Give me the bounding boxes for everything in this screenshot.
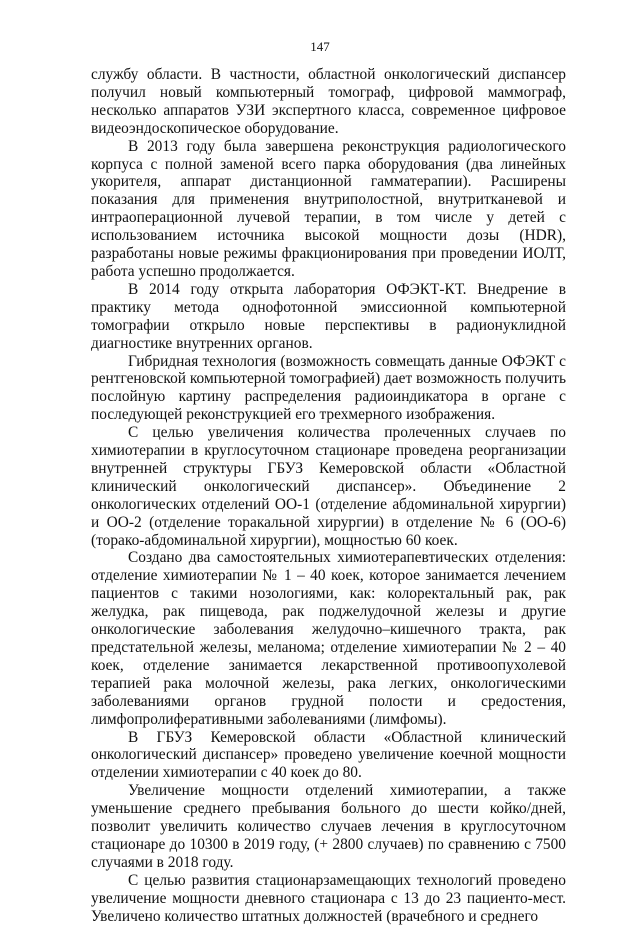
paragraph-3: В 2014 году открыта лаборатория ОФЭКТ-КТ. Внедрение в практику метода однофотонной эмиссионной компьютерной томографии открыло новые перспективы в радионуклидной диагностике внутренних органов. (91, 280, 566, 352)
paragraph-8: Увеличение мощности отделений химиотерапии, а также уменьшение среднего пребывания больного до шести койко/дней, позволит увеличить количество случаев лечения в круглосуточном стационаре до 10300 в 2019 году, (+ 2800 случаев) по сравнению с 7500 случаями в 2018 году. (91, 782, 566, 871)
paragraph-6: Создано два самостоятельных химиотерапевтических отделения: отделение химиотерапии № 1 – 40 коек, которое занимается лечением пациентов с такими нозологиями, как: колоректальный рак, рак желудка, рак пищевода, рак поджелудочной железы и другие онкологические заболевания желудочно–кишечного тракта, рак предстательной железы, меланома; отделение химиотерапии № 2 – 40 коек, отделение занимается лекарственной противоопухолевой терапией рака молочной железы, рака легких, онкологическими заболеваниями органов грудной полости и средостения, лимфопролиферативными заболеваниями (лимфомы). (91, 549, 566, 728)
body-text (91, 66, 566, 926)
paragraph-1: службу области. В частности, областной онкологический диспансер получил новый компьютерный томограф, цифровой маммограф, несколько аппаратов УЗИ экспертного класса, современное цифровое видеоэндоскопическое оборудование. (91, 66, 566, 137)
paragraph-9: С целью развития стационарзамещающих технологий проведено увеличение мощности дневного стационара с 13 до 23 пациенто-мест. Увеличено количество штатных должностей (врачебного и среднего (91, 871, 566, 925)
paragraph-7: В ГБУЗ Кемеровской области «Областной клинический онкологический диспансер» проведено увеличение коечной мощности отделении химиотерапии с 40 коек до 80. (91, 728, 566, 782)
paragraph-4: Гибридная технология (возможность совмещать данные ОФЭКТ с рентгеновской компьютерной томографией) дает возможность получить послойную картину распределения радиоиндикатора в органе с последующей реконструкцией его трехмерного изображения. (91, 352, 566, 424)
page-number: 147 (310, 39, 330, 54)
paragraph-2: В 2013 году была завершена реконструкция радиологического корпуса с полной заменой всего парка оборудования (два линейных укорителя, аппарат дистанционной гамматерапии). Расширены показания для применения внутриполостной, внутритканевой и интраоперационной лучевой терапии, в том числе у детей с использованием источника высокой мощности дозы (HDR), разработаны новые режимы фракционирования при проведении ИОЛТ, работа успешно продолжается. (91, 137, 566, 280)
paragraph-5: С целью увеличения количества пролеченных случаев по химиотерапии в круглосуточном стационаре проведена реорганизации внутренней структуры ГБУЗ Кемеровской области «Областной клинический онкологический диспансер». Объединение 2 онкологических отделений ОО-1 (отделение абдоминальной хирургии) и ОО-2 (отделение торакальной хирургии) в отделение № 6 (ОО-6) (торако-абдоминальной хирургии), мощностью 60 коек. (91, 424, 566, 549)
